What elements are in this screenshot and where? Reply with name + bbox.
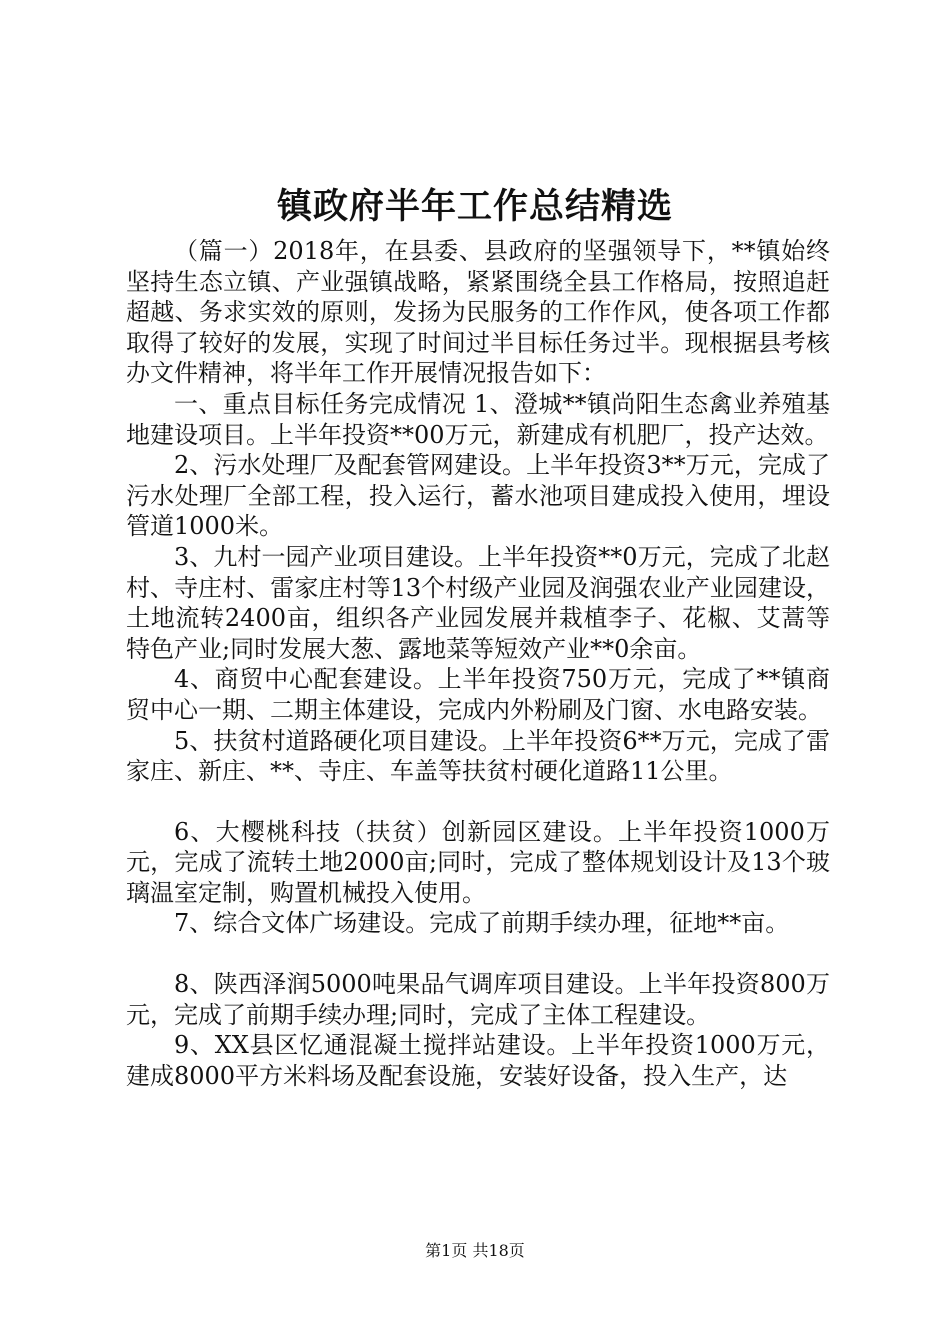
paragraph-item-2: 2、污水处理厂及配套管网建设。上半年投资3**万元，完成了污水处理厂全部工程，投入运行，蓄水池项目建成投入使用，埋设管道1000米。 [126,451,830,541]
paragraph-item-5: 5、扶贫村道路硬化项目建设。上半年投资6**万元，完成了雷家庄、新庄、**、寺庄、车盖等扶贫村硬化道路11公里。 [126,726,830,786]
paragraph-item-6: 6、大樱桃科技（扶贫）创新园区建设。上半年投资1000万元，完成了流转土地2000亩;同时，完成了整体规划设计及13个玻璃温室定制，购置机械投入使用。 [126,817,830,907]
paragraph-item-4: 4、商贸中心配套建设。上半年投资750万元，完成了**镇商贸中心一期、二期主体建设，完成内外粉刷及门窗、水电路安装。 [126,665,830,724]
paragraph-item-9: 9、XX县区忆通混凝土搅拌站建设。上半年投资1000万元，建成8000平方米料场及配套设施，安装好设备，投入生产，达 [126,1031,830,1090]
paragraph-item-7: 7、综合文体广场建设。完成了前期手续办理，征地**亩。 [174,909,790,938]
page-title: 镇政府半年工作总结精选 [276,186,673,227]
paragraph-intro: （篇一）2018年，在县委、县政府的坚强领导下，**镇始终坚持生态立镇、产业强镇战略，紧紧围绕全县工作格局，按照追赶超越、务求实效的原则，发扬为民服务的工作作风，使各项工作都取得了较好的发展，实现了时间过半目标任务过半。现根据县考核办文件精神，将半年工作开展情况报告如下： [126,237,830,388]
paragraph-item-3: 3、九村一园产业项目建设。上半年投资**0万元，完成了北赵村、寺庄村、雷家庄村等13个村级产业园及润强农业产业园建设，土地流转2400亩，组织各产业园发展并栽植李子、花椒、艾蒿等特色产业;同时发展大葱、露地菜等短效产业**0余亩。 [126,542,830,663]
paragraph-item-8: 8、陕西泽润5000吨果品气调库项目建设。上半年投资800万元，完成了前期手续办理;同时，完成了主体工程建设。 [126,970,830,1029]
paragraph-item-1: 一、重点目标任务完成情况 1、澄城**镇尚阳生态禽业养殖基地建设项目。上半年投资**00万元，新建成有机肥厂，投产达效。 [126,389,830,449]
page-number: 第1页 共18页 [425,1241,525,1260]
document-body [126,236,830,1091]
